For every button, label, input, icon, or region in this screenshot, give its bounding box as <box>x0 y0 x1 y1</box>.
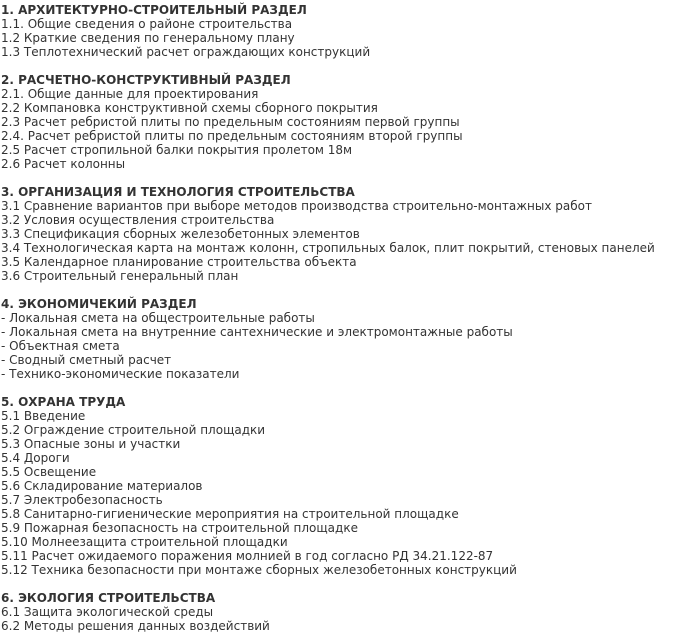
section-item: 6.1 Защита экологической среды <box>1 605 214 619</box>
section-item: 2.1. Общие данные для проектирования <box>1 87 259 101</box>
section-item: 3.3 Спецификация сборных железобетонных элементов <box>1 227 360 241</box>
section-item: 5.3 Опасные зоны и участки <box>1 437 181 451</box>
section-item: 1.2 Краткие сведения по генеральному плану <box>1 31 295 45</box>
section-title: 1. АРХИТЕКТУРНО-СТРОИТЕЛЬНЫЙ РАЗДЕЛ <box>1 3 307 17</box>
section <box>1 395 700 577</box>
section-item: 3.1 Сравнение вариантов при выборе методов производства строительно-монтажных работ <box>1 199 592 213</box>
section-item: 6.2 Методы решения данных воздействий <box>1 619 270 633</box>
section-item: 5.10 Молнеезащита строительной площадки <box>1 535 288 549</box>
section-title: 2. РАСЧЕТНО-КОНСТРУКТИВНЫЙ РАЗДЕЛ <box>1 73 291 87</box>
section-item: - Локальная смета на внутренние сантехнические и электромонтажные работы <box>1 325 513 339</box>
section-item: 5.12 Техника безопасности при монтаже сборных железобетонных конструкций <box>1 563 517 577</box>
section-item: 5.9 Пожарная безопасность на строительной площадке <box>1 521 358 535</box>
section-item: 1.1. Общие сведения о районе строительства <box>1 17 293 31</box>
section-item: 5.8 Санитарно-гигиенические мероприятия на строительной площадке <box>1 507 459 521</box>
section-title: 3. ОРГАНИЗАЦИЯ И ТЕХНОЛОГИЯ СТРОИТЕЛЬСТВА <box>1 185 355 199</box>
section-item: 5.1 Введение <box>1 409 86 423</box>
section-title: 4. ЭКОНОМИЧЕКИЙ РАЗДЕЛ <box>1 297 197 311</box>
section-item: 3.6 Строительный генеральный план <box>1 269 239 283</box>
section-item: 3.5 Календарное планирование строительства объекта <box>1 255 357 269</box>
section-title: 6. ЭКОЛОГИЯ СТРОИТЕЛЬСТВА <box>1 591 216 605</box>
section-item: - Объектная смета <box>1 339 120 353</box>
section-item: - Локальная смета на общестроительные работы <box>1 311 315 325</box>
section-item: 2.6 Расчет колонны <box>1 157 126 171</box>
section-item: - Сводный сметный расчет <box>1 353 172 367</box>
section <box>1 591 700 633</box>
section-item: 2.5 Расчет стропильной балки покрытия пролетом 18м <box>1 143 353 157</box>
section-item: 2.4. Расчет ребристой плиты по предельным состояниям второй группы <box>1 129 463 143</box>
section-item: 5.5 Освещение <box>1 465 97 479</box>
section-item: 1.3 Теплотехнический расчет ограждающих конструкций <box>1 45 371 59</box>
section-item: - Технико-экономические показатели <box>1 367 240 381</box>
section-item: 5.7 Электробезопасность <box>1 493 163 507</box>
section-item: 2.2 Компановка конструктивной схемы сборного покрытия <box>1 101 378 115</box>
section <box>1 185 700 283</box>
section <box>1 297 700 381</box>
section-item: 5.2 Ограждение строительной площадки <box>1 423 266 437</box>
section-item: 3.4 Технологическая карта на монтаж колонн, стропильных балок, плит покрытий, стеновых панелей <box>1 241 655 255</box>
section <box>1 73 700 171</box>
section-item: 3.2 Условия осуществления строительства <box>1 213 275 227</box>
section-title: 5. ОХРАНА ТРУДА <box>1 395 126 409</box>
section-item: 5.11 Расчет ожидаемого поражения молнией в год согласно РД 34.21.122-87 <box>1 549 494 563</box>
section-item: 5.4 Дороги <box>1 451 70 465</box>
section-item: 5.6 Складирование материалов <box>1 479 203 493</box>
section <box>1 3 700 59</box>
section-item: 2.3 Расчет ребристой плиты по предельным состояниям первой группы <box>1 115 460 129</box>
